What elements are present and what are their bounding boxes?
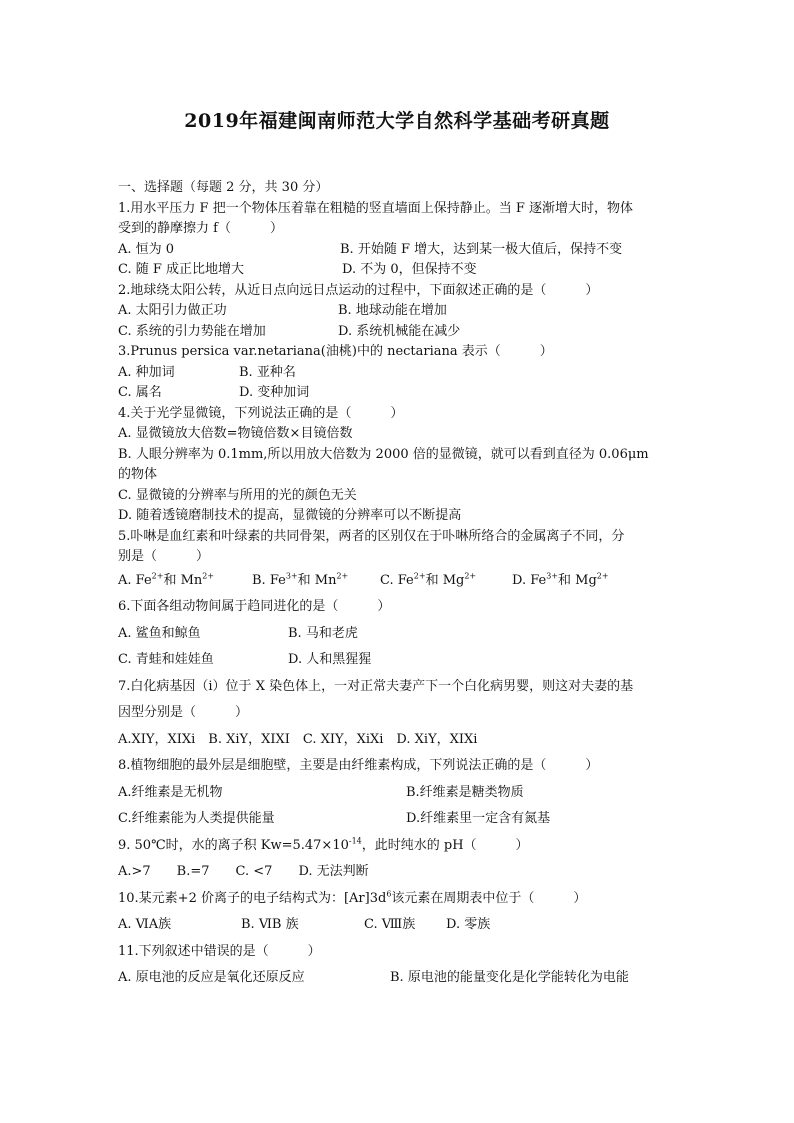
q3-option-d: D. 变种加词 xyxy=(239,385,310,400)
q8-option-d: D.纤维素里一定含有氮基 xyxy=(406,811,551,826)
q4-option-b-line2: 的物体 xyxy=(118,467,158,482)
q5-option-d: D. $Fe^{3+}$和 $Mg^{2+}$ xyxy=(512,571,609,588)
q5-stem-line2: 别是（ ） xyxy=(118,549,210,564)
q5-stem-line1: 5.卟啉是血红素和叶绿素的共同骨架，两者的区别仅在于卟啉所络合的金属离子不同，分 xyxy=(118,528,625,544)
section-heading: 一、选择题（每题 2 分，共 30 分） xyxy=(118,180,329,195)
q5-option-a: A. $Fe^{2+}$和 $Mn^{2+}$ xyxy=(118,571,215,588)
q1-option-b: B. 开始随 F 增大，达到某一极大值后，保持不变 xyxy=(340,241,623,257)
q6-stem: 6.下面各组动物间属于趋同进化的是（ ） xyxy=(118,599,391,614)
q1-option-a: A. 恒为 0 xyxy=(118,241,175,257)
q4-option-a: A. 显微镜放大倍数=物镜倍数×目镜倍数 xyxy=(118,426,353,441)
q10-option-c: C. Ⅷ族 xyxy=(364,917,416,932)
q10-option-b: B. ⅥB 族 xyxy=(241,917,299,932)
q1-stem-line1: 1.用水平压力 F 把一个物体压着靠在粗糙的竖直墙面上保持静止。当 F 逐渐增大时，物体 xyxy=(118,200,633,216)
q3-option-b: B. 亚种名 xyxy=(239,364,296,380)
q2-stem: 2.地球绕太阳公转，从近日点向远日点运动的过程中，下面叙述正确的是（ ） xyxy=(118,282,599,298)
q11-option-b: B. 原电池的能量变化是化学能转化为电能 xyxy=(390,970,629,985)
q4-option-d: D. 随着透镜磨制技术的提高，显微镜的分辨率可以不断提高 xyxy=(118,508,462,523)
q6-option-d: D. 人和黑猩猩 xyxy=(288,652,372,667)
q9-stem: 9. 50℃时，水的离子积 $Kw=5.47\times 10^{-14}$，此时纯水的 pH（ ） xyxy=(118,836,529,853)
q3-option-a: A. 种加词 xyxy=(118,364,175,380)
q9-options: A.>7 B.=7 C. <7 D. 无法判断 xyxy=(118,864,369,879)
q7-options: A.XIY，XIXi B. XiY，XIXI C. XIY，XiXi D. XiY，XIXi xyxy=(118,731,478,747)
q6-option-a: A. 鲨鱼和鲸鱼 xyxy=(118,625,201,641)
q3-option-c: C. 属名 xyxy=(118,385,162,400)
q6-option-c: C. 青蛙和娃娃鱼 xyxy=(118,652,214,667)
q11-stem: 11.下列叙述中错误的是（ ） xyxy=(118,943,321,959)
q8-stem: 8.植物细胞的最外层是细胞壁，主要是由纤维素构成，下列说法正确的是（ ） xyxy=(118,758,599,773)
q1-stem-line2: 受到的静摩擦力 f（ ） xyxy=(118,221,283,236)
q10-option-d: D. 零族 xyxy=(446,917,491,932)
q7-stem-line1: 7.白化病基因（i）位于 X 染色体上，一对正常夫妻产下一个白化病男婴，则这对夫妻的基 xyxy=(118,678,634,694)
q2-option-c: C. 系统的引力势能在增加 xyxy=(118,323,266,339)
q11-option-a: A. 原电池的反应是氧化还原反应 xyxy=(118,970,305,985)
q2-option-d: D. 系统机械能在减少 xyxy=(338,323,461,339)
q5-option-b: B. $Fe^{3+}$和 $Mn^{2+}$ xyxy=(252,571,349,588)
q1-option-d: D. 不为 0，但保持不变 xyxy=(342,262,477,277)
q5-option-c: C. $Fe^{2+}$和 $Mg^{2+}$ xyxy=(380,571,477,588)
q1-option-c: C. 随 F 成正比地增大 xyxy=(118,262,245,277)
q5-options xyxy=(118,568,688,595)
q2-option-b: B. 地球动能在增加 xyxy=(338,303,447,318)
q2-option-a: A. 太阳引力做正功 xyxy=(118,303,227,318)
q8-option-b: B.纤维素是糖类物质 xyxy=(406,784,524,800)
q3-stem: 3.Prunus persica var.netariana(油桃)中的 nectariana 表示（ ） xyxy=(118,344,553,359)
q8-option-c: C.纤维素能为人类提供能量 xyxy=(118,811,275,826)
q4-option-b-line1: B. 人眼分辨率为 0.1mm,所以用放大倍数为 2000 倍的显微镜，就可以看到直径为 0.06μm xyxy=(118,446,649,462)
question-content xyxy=(118,178,688,992)
q4-option-c: C. 显微镜的分辨率与所用的光的颜色无关 xyxy=(118,487,357,503)
q10-stem: 10.某元素+2 价离子的电子结构式为：$[Ar]3d^6$该元素在周期表中位于（ ） xyxy=(118,889,587,906)
page-title: 2019年福建闽南师范大学自然科学基础考研真题 xyxy=(184,110,610,132)
q6-option-b: B. 马和老虎 xyxy=(288,625,358,641)
q4-stem: 4.关于光学显微镜，下列说法正确的是（ ） xyxy=(118,405,404,421)
q10-option-a: A. ⅥA族 xyxy=(118,917,172,932)
q7-stem-line2: 因型分别是（ ） xyxy=(118,705,249,720)
q8-option-a: A.纤维素是无机物 xyxy=(118,784,223,800)
